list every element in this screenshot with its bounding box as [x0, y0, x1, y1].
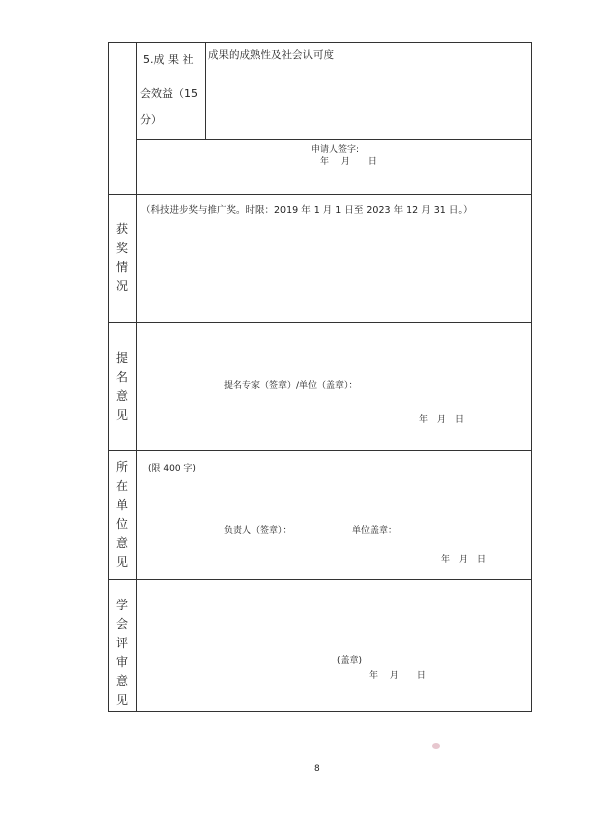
section5-label-divider [205, 42, 206, 139]
main-label-column-divider [136, 194, 137, 712]
evaluation-form-table [108, 42, 532, 712]
unit-opinion-date: 年 月 日 [441, 555, 487, 565]
unit-opinion-word-limit: (限 400 字) [148, 464, 196, 474]
nomination-section-label: 提 名 意 见 [115, 351, 128, 422]
awards-time-limit-note: （科技进步奖与推广奖。时限：2019 年 1 月 1 日至 2023 年 12 月 31 日。） [141, 205, 473, 216]
society-seal-label: (盖章) [337, 656, 363, 666]
awards-section-label: 获 奖 情 况 [115, 222, 128, 293]
section5-content-heading: 成果的成熟性及社会认可度 [208, 49, 334, 61]
unit-opinion-section-label: 所 在 单 位 意 见 [115, 460, 128, 569]
applicant-signature-label: 申请人签字: [311, 145, 360, 155]
nomination-top-divider [108, 322, 532, 323]
society-review-section-label: 学 会 评 审 意 见 [115, 598, 128, 707]
unit-top-divider [108, 450, 532, 451]
nomination-date: 年 月 日 [419, 415, 465, 425]
section5-label-line3: 分） [140, 113, 162, 126]
nomination-signature-line: 提名专家（签章）/单位（盖章）： [224, 381, 358, 391]
page-number: 8 [314, 764, 320, 774]
society-top-divider [108, 579, 532, 580]
awards-top-divider [108, 194, 532, 195]
section5-label-line1: 5.成 果 社 [143, 53, 194, 66]
society-review-date: 年 月 日 [369, 671, 426, 681]
unit-seal-label: 单位盖章： [352, 526, 398, 536]
scan-ink-mark [432, 743, 440, 749]
applicant-signature-date: 年 月 日 [320, 157, 377, 167]
first-column-divider [136, 42, 137, 194]
section5-signature-divider [136, 139, 532, 140]
unit-responsible-signature: 负责人（签章）： [224, 526, 292, 536]
section5-label-line2: 会效益（15 [140, 87, 198, 100]
